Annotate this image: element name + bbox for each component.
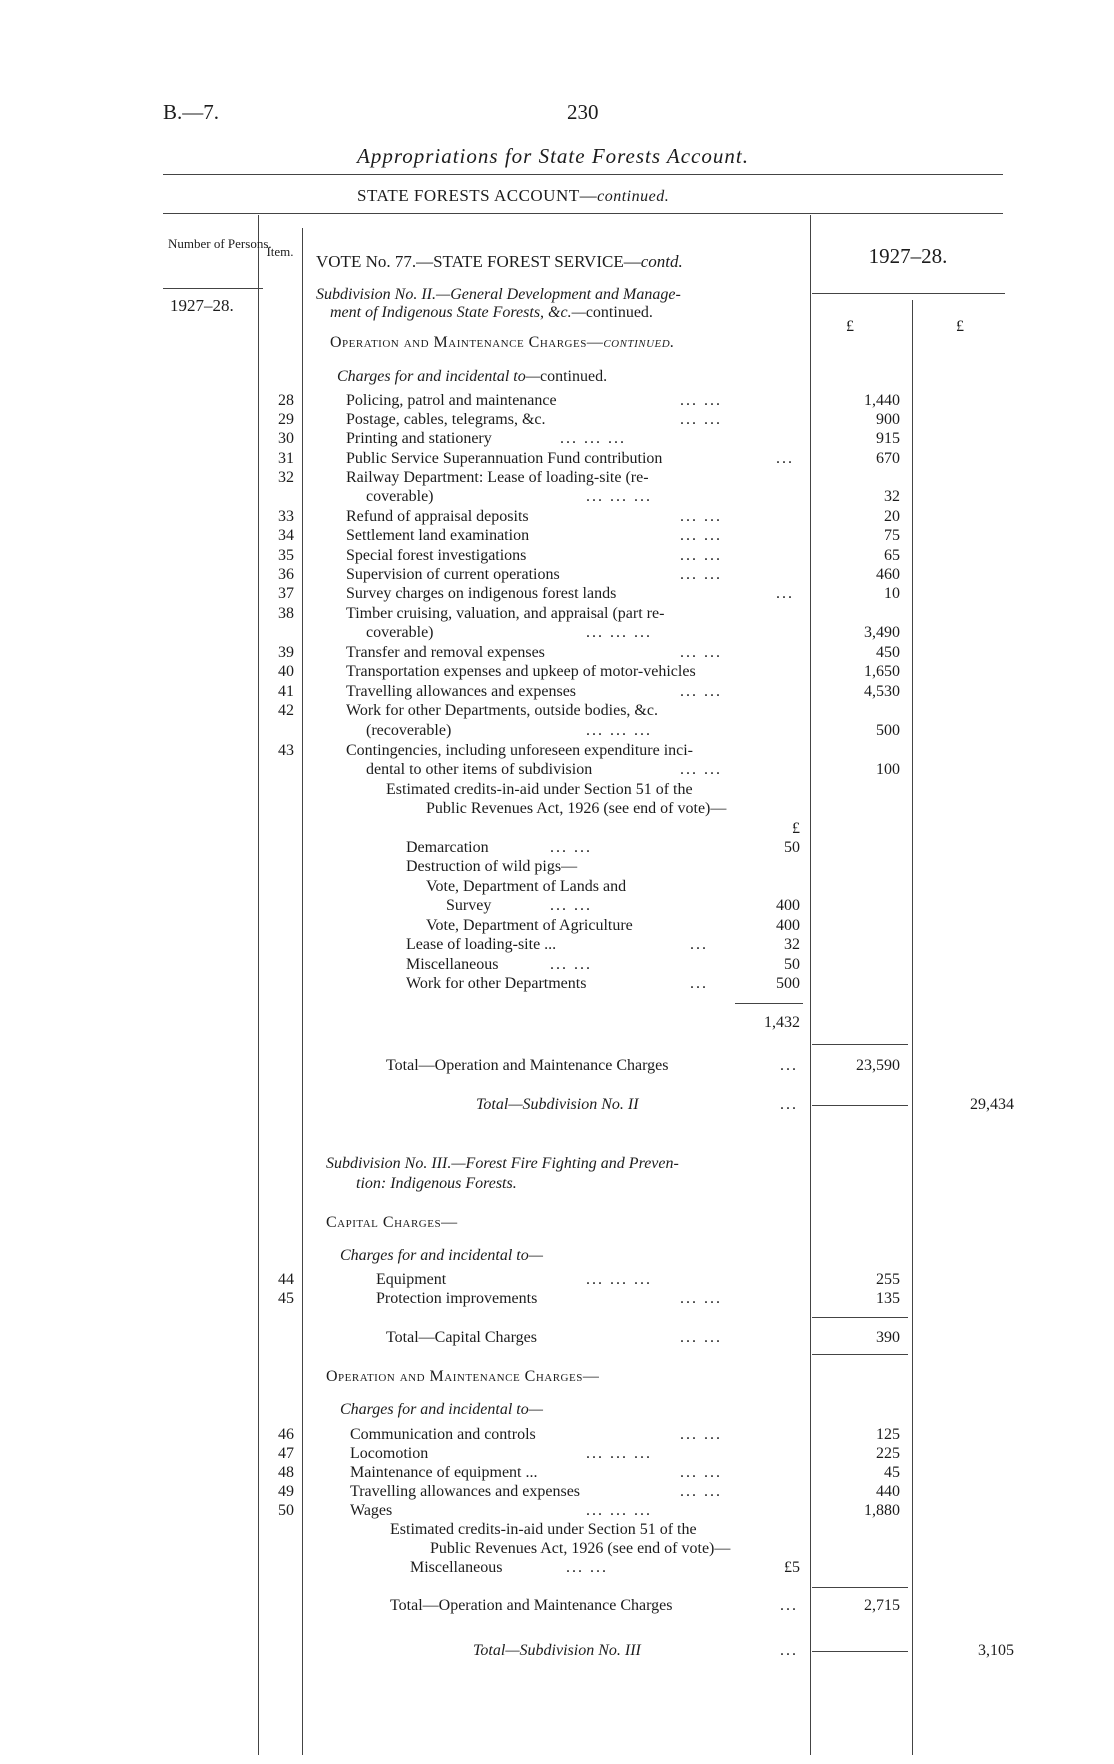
leader-dots: ... ... ... [586, 1271, 652, 1288]
total-subdivision-2-amount: 29,434 [970, 1096, 1014, 1113]
item-description: Transfer and removal expenses [346, 644, 545, 661]
leader-dots: ... ... ... [586, 624, 652, 641]
rule-om-total [812, 1044, 908, 1045]
credit-label: Vote, Department of Agriculture [426, 917, 633, 934]
credit-amount: 50 [784, 956, 800, 973]
leader-dots: ... [776, 450, 794, 467]
item-description: Equipment [376, 1271, 447, 1288]
credits-in-aid-line1: Estimated credits-in-aid under Section 51 of the [390, 1521, 697, 1538]
item-amount: 45 [884, 1464, 900, 1481]
total-capital-amount: 390 [876, 1329, 900, 1346]
item-description: Work for other Departments, outside bodies, &c. [346, 702, 658, 719]
item-amount: 225 [876, 1445, 900, 1462]
subdivision-2-title-line2: ment of Indigenous State Forests, &c.—continued. [330, 304, 653, 321]
leader-dots: ... ... [680, 1290, 722, 1307]
item-number: 30 [278, 430, 294, 447]
pound-sign-col2: £ [956, 318, 964, 335]
item-description: Travelling allowances and expenses [350, 1483, 581, 1500]
page-number: 230 [567, 100, 599, 124]
item-number: 45 [278, 1290, 294, 1307]
rule-col-total [912, 300, 913, 1755]
rule-credits-total [735, 1003, 803, 1004]
item-number: 50 [278, 1502, 294, 1519]
rule-col-amount [810, 215, 811, 1755]
item-description: Special forest investigations [346, 547, 527, 564]
page-reference: B.—7. [163, 100, 220, 124]
item-number: 40 [278, 663, 294, 680]
leader-dots: ... [690, 936, 708, 953]
item-number: 48 [278, 1464, 294, 1481]
credits-in-aid-line1: Estimated credits-in-aid under Section 51 of the [386, 781, 693, 798]
item-number: 37 [278, 585, 294, 602]
rule-capital-total-bottom [812, 1354, 908, 1355]
item-description: Protection improvements [376, 1290, 538, 1307]
item-amount: 3,490 [864, 624, 900, 641]
om-charges-label: Charges for and incidental to— [340, 1401, 543, 1418]
item-amount: 4,530 [864, 683, 900, 700]
rule-table-top [163, 213, 1003, 214]
header-item: Item. [266, 244, 294, 259]
credit-amount: 400 [776, 917, 800, 934]
leader-dots: ... ... [680, 1329, 722, 1346]
pound-sign-col1: £ [846, 318, 854, 335]
item-amount: 1,880 [864, 1502, 900, 1519]
item-amount: 450 [876, 644, 900, 661]
vote-title: VOTE No. 77.—STATE FOREST SERVICE—contd. [316, 252, 683, 271]
leader-dots: ... ... [550, 839, 592, 856]
item-number: 46 [278, 1426, 294, 1443]
item-description: Refund of appraisal deposits [346, 508, 529, 525]
item-number: 31 [278, 450, 294, 467]
item-description: Printing and stationery [346, 430, 492, 447]
rule-om-total-3 [812, 1587, 908, 1588]
item-description-cont: coverable) [366, 624, 434, 641]
item-description: Locomotion [350, 1445, 429, 1462]
credits-misc-label: Miscellaneous [410, 1559, 503, 1576]
subdivision-2-section-heading: Operation and Maintenance Charges—continued. [330, 334, 675, 351]
credits-in-aid-line2: Public Revenues Act, 1926 (see end of vote)— [430, 1540, 731, 1557]
rule-capital-total [812, 1317, 908, 1318]
item-description-cont: dental to other items of subdivision [366, 761, 593, 778]
item-number: 33 [278, 508, 294, 525]
item-amount: 125 [876, 1426, 900, 1443]
total-om-amount: 23,590 [856, 1057, 900, 1074]
credit-label: Survey [446, 897, 492, 914]
leader-dots: ... [690, 975, 708, 992]
item-amount: 670 [876, 450, 900, 467]
leader-dots: ... ... [550, 956, 592, 973]
item-number: 28 [278, 392, 294, 409]
item-amount: 75 [884, 527, 900, 544]
leader-dots: ... ... [680, 566, 722, 583]
leader-dots: ... ... [566, 1559, 608, 1576]
item-description-cont: coverable) [366, 488, 434, 505]
credit-label: Demarcation [406, 839, 489, 856]
item-description: Postage, cables, telegrams, &c. [346, 411, 546, 428]
header-year: 1927–28. [868, 244, 948, 268]
leader-dots: ... ... [680, 761, 722, 778]
total-subdivision-2-label: Total—Subdivision No. II [476, 1096, 639, 1113]
leader-dots: ... [776, 585, 794, 602]
total-subdivision-3-amount: 3,105 [978, 1642, 1014, 1659]
item-number: 29 [278, 411, 294, 428]
total-om-label: Total—Operation and Maintenance Charges [386, 1057, 669, 1074]
item-number: 34 [278, 527, 294, 544]
rule-subdivision-2-total [812, 1105, 908, 1106]
item-description: Timber cruising, valuation, and appraisal (part re- [346, 605, 665, 622]
credits-in-aid-line2: Public Revenues Act, 1926 (see end of vote)— [426, 800, 727, 817]
item-description: Transportation expenses and upkeep of motor-vehicles [346, 663, 696, 680]
item-description: Travelling allowances and expenses [346, 683, 577, 700]
item-amount: 1,650 [864, 663, 900, 680]
leader-dots: ... ... [680, 1426, 722, 1443]
rule-header-persons [163, 288, 263, 289]
running-title: Appropriations for State Forests Account. [357, 144, 749, 168]
item-description: Maintenance of equipment ... [350, 1464, 538, 1481]
leader-dots: ... ... [680, 392, 722, 409]
item-number: 39 [278, 644, 294, 661]
item-amount: 100 [876, 761, 900, 778]
item-description: Survey charges on indigenous forest lands [346, 585, 617, 602]
credit-label: Destruction of wild pigs— [406, 858, 578, 875]
item-amount: 135 [876, 1290, 900, 1307]
item-description: Railway Department: Lease of loading-site (re- [346, 469, 649, 486]
persons-year: 1927–28. [170, 296, 234, 315]
total-capital-label: Total—Capital Charges [386, 1329, 537, 1346]
header-number-of-persons: Number of Persons. [168, 236, 272, 251]
item-description: Public Service Superannuation Fund contribution [346, 450, 663, 467]
leader-dots: ... ... [680, 644, 722, 661]
credits-misc-amount: £5 [784, 1559, 800, 1576]
item-amount: 65 [884, 547, 900, 564]
credit-amount: 50 [784, 839, 800, 856]
item-number: 32 [278, 469, 294, 486]
item-amount: 915 [876, 430, 900, 447]
leader-dots: ... ... [680, 508, 722, 525]
item-number: 43 [278, 742, 294, 759]
capital-charges-heading: Capital Charges— [326, 1214, 458, 1231]
leader-dots: ... ... [680, 1483, 722, 1500]
item-description: Policing, patrol and maintenance [346, 392, 557, 409]
leader-dots: ... [780, 1057, 798, 1074]
credit-label: Miscellaneous [406, 956, 499, 973]
credits-pound-sign: £ [792, 820, 800, 837]
leader-dots: ... ... ... [586, 1502, 652, 1519]
total-om-3-amount: 2,715 [864, 1597, 900, 1614]
leader-dots: ... ... [680, 527, 722, 544]
leader-dots: ... [780, 1096, 798, 1113]
leader-dots: ... ... [680, 683, 722, 700]
rule-header-year [812, 293, 1005, 294]
item-description: Wages [350, 1502, 393, 1519]
item-description-cont: (recoverable) [366, 722, 452, 739]
leader-dots: ... ... ... [586, 1445, 652, 1462]
leader-dots: ... ... ... [586, 488, 652, 505]
item-number: 49 [278, 1483, 294, 1500]
item-amount: 500 [876, 722, 900, 739]
item-amount: 32 [884, 488, 900, 505]
item-description: Communication and controls [350, 1426, 536, 1443]
credit-amount: 32 [784, 936, 800, 953]
subdivision-2-charges-label: Charges for and incidental to—continued. [337, 368, 608, 385]
leader-dots: ... [780, 1597, 798, 1614]
rule-col-item [302, 228, 303, 1755]
total-subdivision-3-label: Total—Subdivision No. III [473, 1642, 641, 1659]
item-number: 38 [278, 605, 294, 622]
credit-label: Lease of loading-site ... [406, 936, 557, 953]
credit-amount: 400 [776, 897, 800, 914]
item-description: Settlement land examination [346, 527, 530, 544]
rule-subdivision-3-total [812, 1651, 908, 1652]
item-amount: 255 [876, 1271, 900, 1288]
leader-dots: ... ... [550, 897, 592, 914]
item-number: 36 [278, 566, 294, 583]
rule-col-persons [258, 215, 259, 1755]
item-amount: 440 [876, 1483, 900, 1500]
credit-amount: 500 [776, 975, 800, 992]
item-description: Contingencies, including unforeseen expenditure inci- [346, 742, 694, 759]
item-number: 47 [278, 1445, 294, 1462]
leader-dots: ... ... [680, 1464, 722, 1481]
item-amount: 10 [884, 585, 900, 602]
subdivision-3-title-line1: Subdivision No. III.—Forest Fire Fighting and Preven- [326, 1155, 679, 1172]
subdivision-3-title-line2: tion: Indigenous Forests. [356, 1175, 517, 1192]
leader-dots: ... ... [680, 547, 722, 564]
rule-top [163, 174, 1003, 175]
leader-dots: ... ... ... [560, 430, 626, 447]
item-number: 41 [278, 683, 294, 700]
item-number: 35 [278, 547, 294, 564]
leader-dots: ... ... [680, 411, 722, 428]
subdivision-2-title-line1: Subdivision No. II.—General Development and Manage- [316, 286, 681, 303]
leader-dots: ... ... ... [586, 722, 652, 739]
item-description: Supervision of current operations [346, 566, 560, 583]
credit-label: Work for other Departments [406, 975, 587, 992]
item-amount: 900 [876, 411, 900, 428]
item-number: 42 [278, 702, 294, 719]
credit-label: Vote, Department of Lands and [426, 878, 627, 895]
account-heading: STATE FORESTS ACCOUNT—continued. [357, 186, 670, 205]
item-amount: 1,440 [864, 392, 900, 409]
item-amount: 20 [884, 508, 900, 525]
credits-total: 1,432 [764, 1014, 800, 1031]
item-amount: 460 [876, 566, 900, 583]
leader-dots: ... [780, 1642, 798, 1659]
om-charges-heading: Operation and Maintenance Charges— [326, 1368, 600, 1385]
total-om-3-label: Total—Operation and Maintenance Charges [390, 1597, 673, 1614]
capital-charges-label: Charges for and incidental to— [340, 1247, 543, 1264]
item-number: 44 [278, 1271, 294, 1288]
